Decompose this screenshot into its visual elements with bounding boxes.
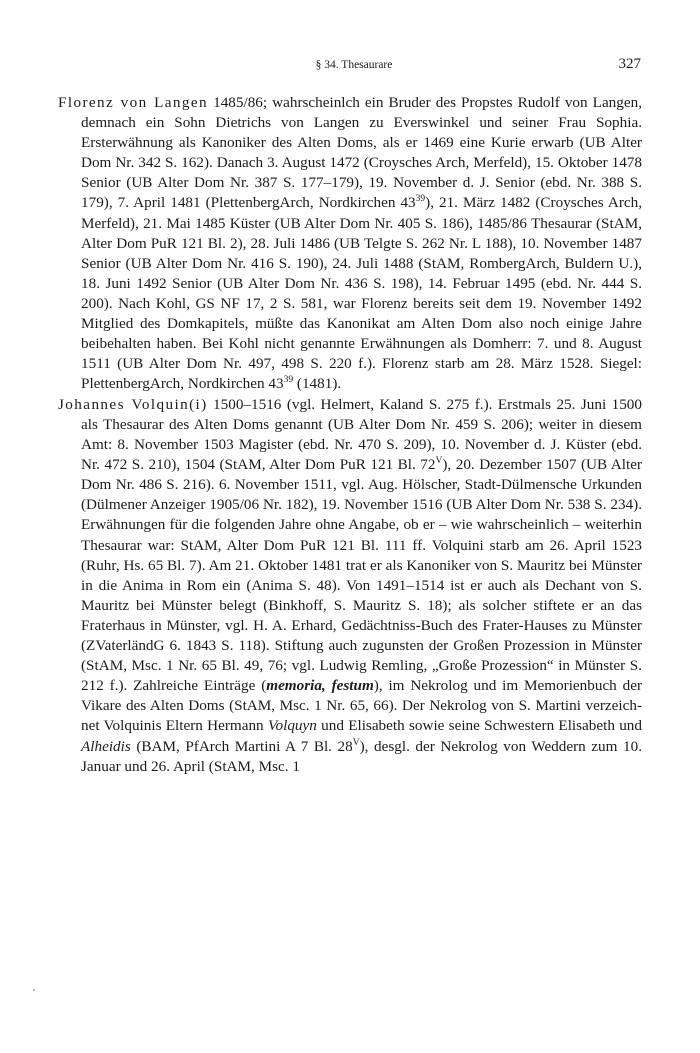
entry-name: Johannes Volquin(i) [58,395,208,413]
entry-florenz-von-langen [58,93,642,394]
entry-body [81,396,642,775]
text-run: (1481). [293,375,342,393]
emphasis-italic: Alheidis [81,737,131,755]
page-body [58,93,642,777]
text-run: ), 20. Dezember 1507 (UB Alter Dom Nr. 486 S. 216). 6. November 1511, vgl. Aug. Hölscher, Stadt-Dülmensche Urkunden (Dülmener Anzeiger 1905/06 Nr. 182), 19. November 1516 (UB Alter Dom Nr. 538 S. 234). Erwähnungen für die folgenden Jahre ohne Angabe, ob er – wie wahrscheinlich – weiterhin Thesaurar war: StAM, Alter Dom PuR 121 Bl. 111 ff. Volquini starb am 26. April 1523 (Ruhr, Hs. 65 Bl. 7). Am 21. Oktober 1481 trat er als Kanoniker von S. Mauritz bei Münster in die Anima in Rom ein (Anima S. 48). Von 1491–1514 ist er auch als Dechant von S. Mauritz bei Münster belegt (Binkhoff, S. Mauritz S. 18); als solcher stiftete er an das Fraterhaus in Münster, vgl. H. A. Erhard, Gedächtniss-Buch des Frater-Hauses zu Münster (ZVaterländG 6. 1843 S. 118). Stiftung auch zugunsten der Großen Prozession in Münster (StAM, Msc. 1 Nr. 65 Bl. 49, 76; vgl. Ludwig Remling, „Große Prozession“ in Münster S. 212 f.). Zahlreiche Einträge ( [81,456,642,695]
margin-mark [33,989,35,991]
text-run: (BAM, PfArch Martini A 7 Bl. 28 [130,737,353,755]
entry-johannes-volquin [58,395,642,777]
text-run: 1500–1516 (vgl. Helmert, Kaland S. 275 f.). Erstmals 25. Juni 1500 als Thesaurar des Alten Doms genannt (UB Alter Dom Nr. 459 S. 206); weiter in diesem Amt: 8. November 1503 Magister (ebd. Nr. 470 S. 209), 10. November d. J. Küster (ebd. Nr. 472 S. 210), 1504 (StAM, Alter Dom PuR 121 Bl. 72 [81,395,642,474]
text-run: und Elisabeth sowie seine Schwestern Elisabeth und [316,717,642,735]
text-run: ), desgl. der Nekrolog von Weddern zum 10. Januar und 26. April (StAM, Msc. 1 [81,737,642,775]
running-head: § 34. Thesaurare [315,59,393,71]
superscript: V [352,737,360,748]
page-number: 327 [618,56,641,72]
text-run: ), 21. März 1482 (Croysches Arch, Merfeld), 21. Mai 1485 Küster (UB Alter Dom Nr. 405 S. 186), 1485/86 Thesaurar (StAM, Alter Dom PuR 121 Bl. 2), 28. Juli 1486 (UB Telgte S. 262 Nr. L 188), 10. November 1487 Senior (UB Alter Dom Nr. 416 S. 190), 24. Juli 1488 (StAM, RombergArch, Buldern U.), 18. Juni 1492 Senior (UB Alter Dom Nr. 436 S. 198), 14. Februar 1495 (ebd. Nr. 444 S. 200). Nach Kohl, GS NF 17, 2 S. 581, war Florenz bereits seit dem 19. November 1492 Mitglied des Domkapitels, müßte das Kanonikat am Alten Dom also noch einige Jahre beibehalten haben. Bei Kohl nicht genannte Erwähnungen als Domherr: 7. und 8. August 1511 (UB Alter Dom Nr. 497, 498 S. 220 f.). Florenz starb am 28. März 1528. Siegel: PlettenbergArch, Nordkirchen 43 [81,194,643,393]
superscript: V [435,456,443,467]
entry-name: Florenz von Langen [58,94,209,111]
superscript: 39 [283,375,294,386]
entry-body [81,94,642,392]
emphasis-italic: Volquyn [267,717,317,735]
page-header [58,56,650,78]
emphasis-bold-italic: memoria, festum [266,677,374,695]
superscript: 39 [415,194,426,205]
text-run: ), im Nekrolog und im Memorienbuch der Vikare des Alten Doms (StAM, Msc. 1 Nr. 65, 66). Der Nekrolog von S. Martini verzeichnet Volquinis Eltern Hermann [81,677,643,735]
text-run: 1485/86; wahrscheinlch ein Bruder des Propstes Rudolf von Langen, demnach ein Sohn Dietrichs von Langen zu Everswinkel und seiner Frau Sophia. Ersterwähnung als Kanoniker des Alten Doms, als er 1469 eine Kurie erwarb (UB Alter Dom Nr. 342 S. 162). Danach 3. August 1472 (Croysches Arch, Merfeld), 15. Oktober 1478 Senior (UB Alter Dom Nr. 387 S. 177–179), 19. November d. J. Senior (ebd. Nr. 388 S. 179), 7. April 1481 (PlettenbergArch, Nordkirchen 43 [81,94,643,212]
